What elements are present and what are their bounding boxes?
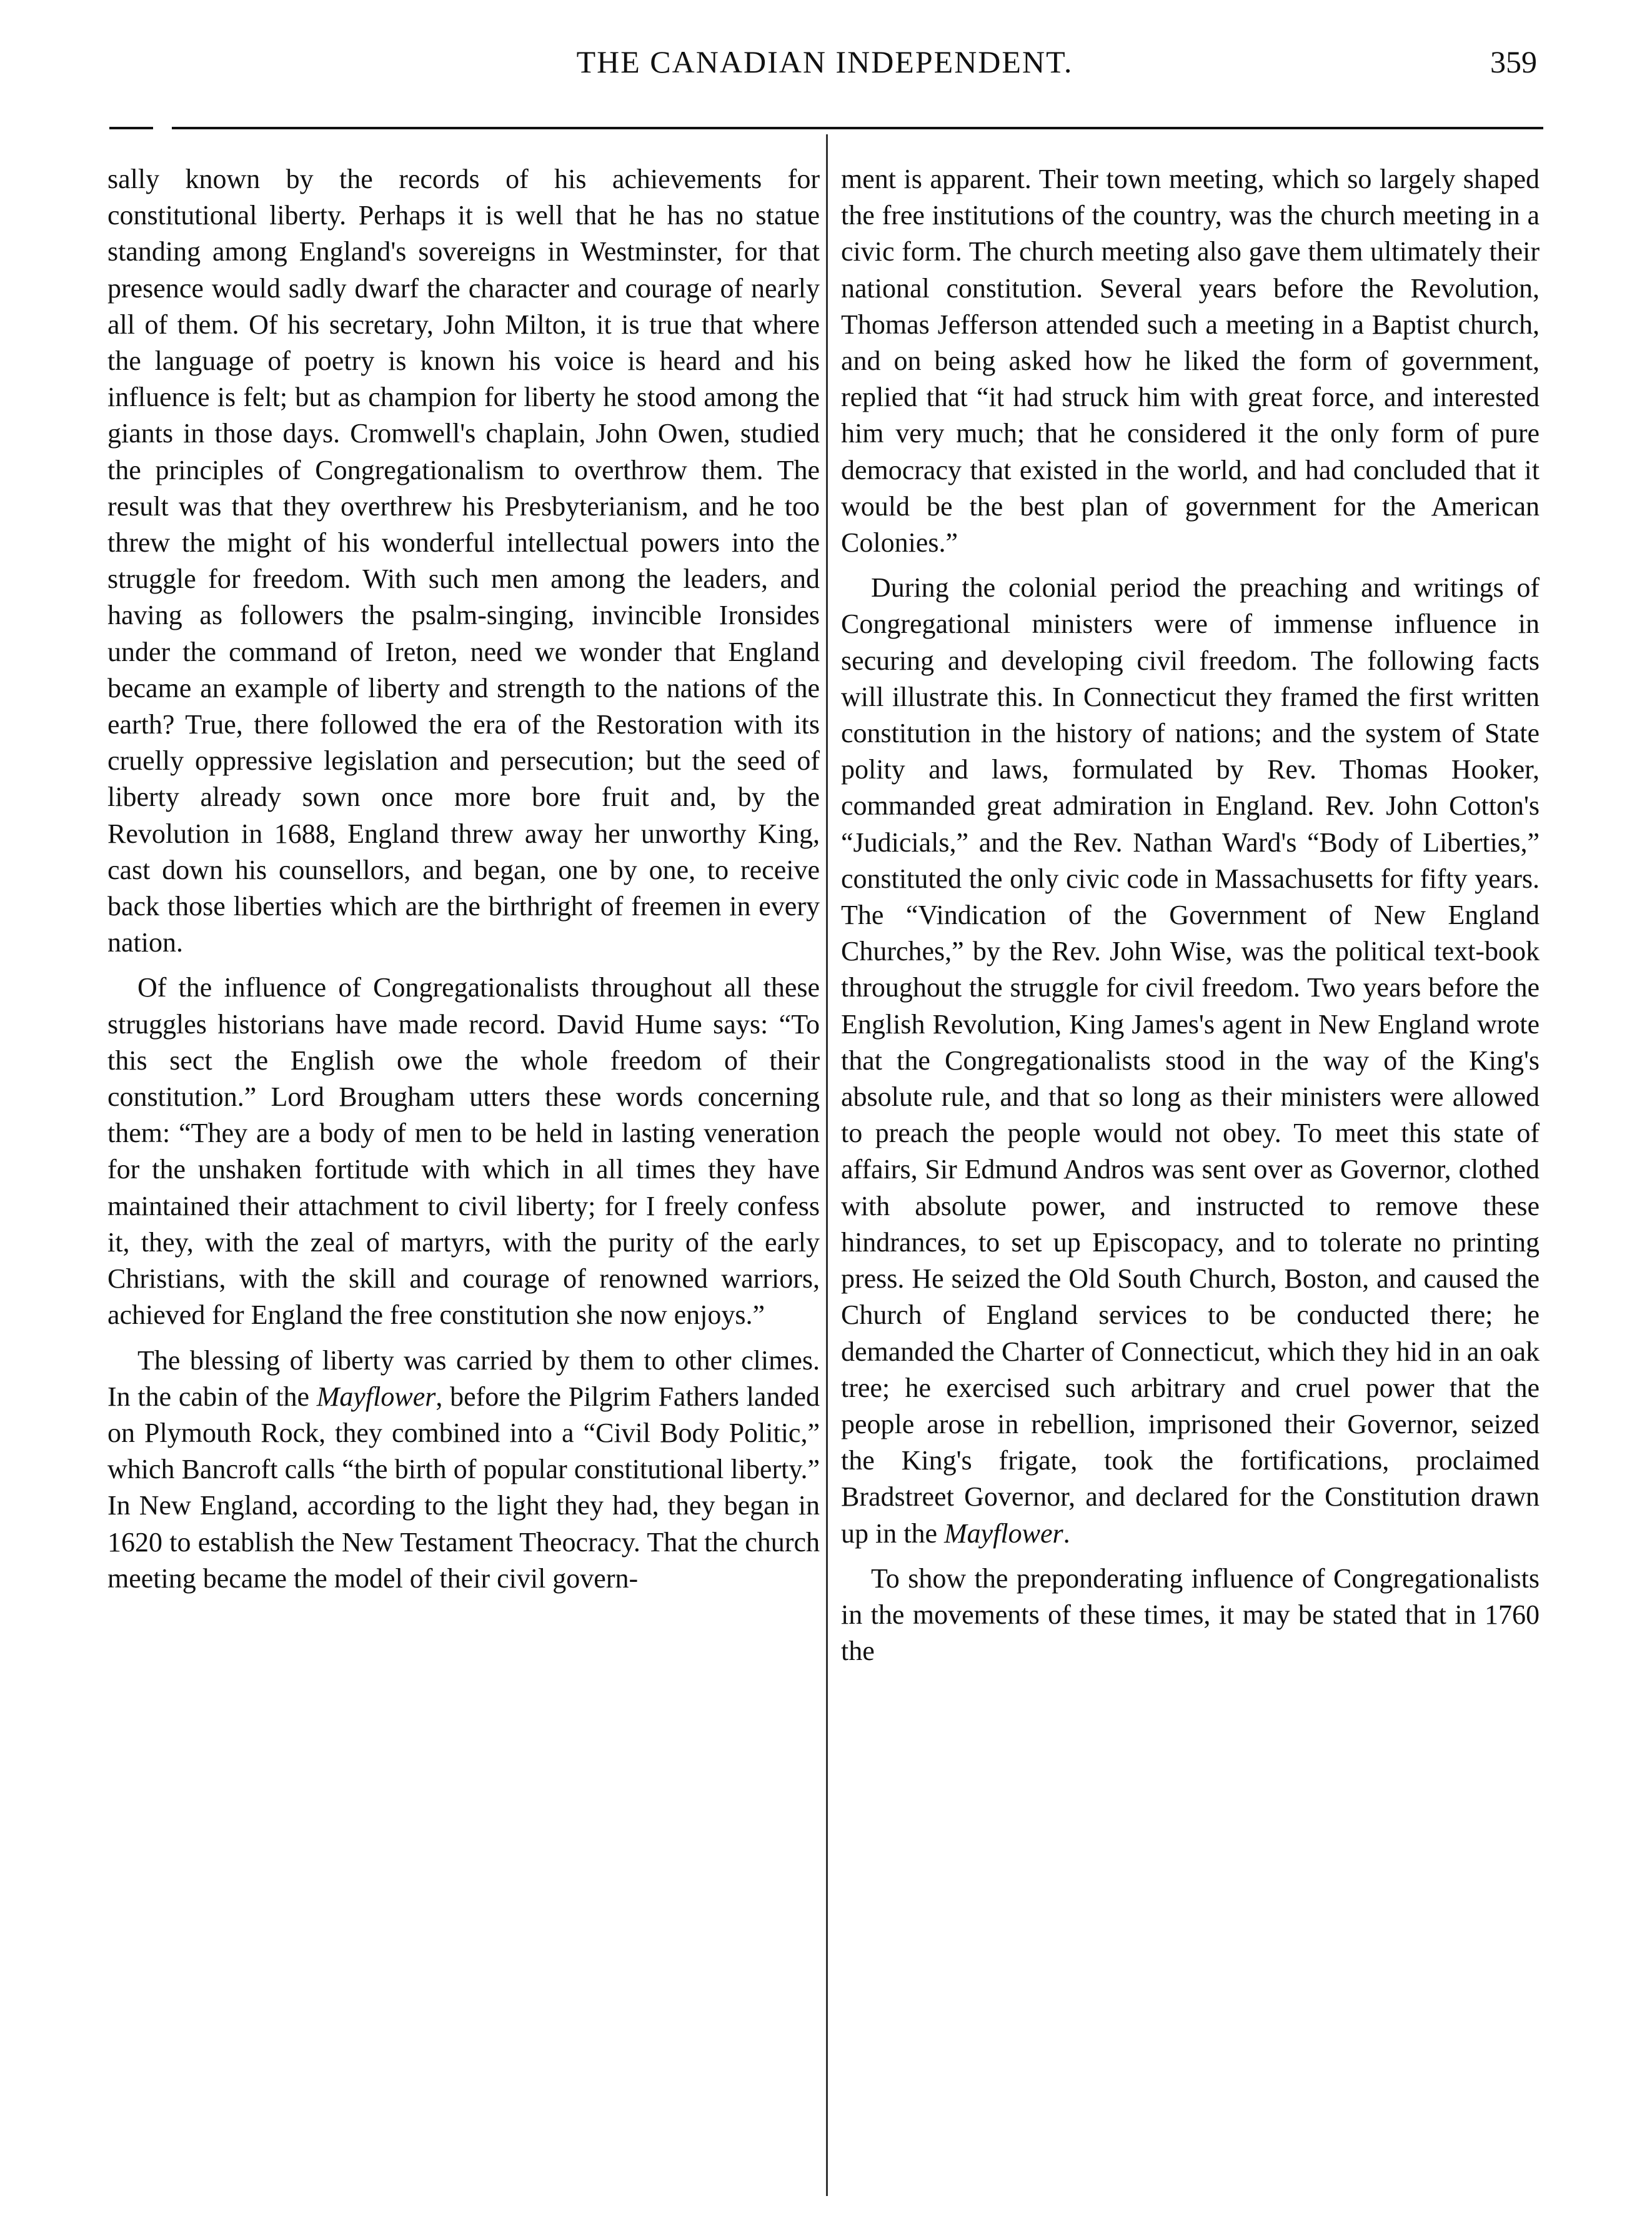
header-rule-short	[109, 127, 153, 129]
left-column	[107, 161, 820, 1597]
running-title: THE CANADIAN INDEPENDENT.	[576, 44, 1073, 79]
left-paragraph-2: Of the influence of Congregationalists throughout all these struggles historians have made record. David Hume says: “To this sect the English owe the whole freedom of their constitution.” Lord Brougham utters these words concerning them: “They are a body of men to be held in lasting veneration for the unshaken fortitude with which in all times they have maintained their attachment to civil liberty; for I freely confess it, they, with the zeal of martyrs, with the purity of the early Christians, with the skill and courage of renowned warriors, achieved for England the free constitution she now enjoys.”	[107, 972, 820, 1331]
header-rule-long	[172, 127, 1543, 129]
right-paragraph-1: ment is apparent. Their town meeting, which so largely shaped the free institutions of the country, was the church meeting in a civic form. The church meeting also gave them ultimately their national constitution. Several years before the Revolution, Thomas Jefferson attended such a meeting in a Baptist church, and on being asked how he liked the form of government, replied that “it had struck him with great force, and interested him very much; that he considered it the only form of pure democracy that existed in the world, and had concluded that it would be the best plan of government for the American Colonies.”	[841, 164, 1540, 559]
right-paragraph-2-text-a: During the colonial period the preaching and writings of Congregational ministers were of immense influence in securing and developing civil freedom. The following facts will illustrate this. In Connecticut they framed the first written constitution in the history of nations; and the system of State polity and laws, formulated by Rev. Thomas Hooker, commanded great admiration in England. Rev. John Cotton's “Judicials,” and the Rev. Nathan Ward's “Body of Liberties,” constituted the only civic code in Massachusetts for fifty years. The “Vindication of the Government of New England Churches,” by the Rev. John Wise, was the political text-book throughout the struggle for civil freedom. Two years before the English Revolution, King James's agent in New England wrote that the Congregationalists stood in the way of the King's absolute rule, and that so long as their ministers were allowed to preach the people would not obey. To meet this state of affairs, Sir Edmund Andros was sent over as Governor, clothed with absolute power, and instructed to remove these hindrances, to set up Episcopacy, and to tolerate no printing press. He seized the Old South Church, Boston, and caused the Church of England services to be conducted there; he demanded the Charter of Connecticut, which they hid in an oak tree; he exercised such arbitrary and cruel power that the people arose in rebellion, imprisoned their Governor, seized the King's frigate, took the fortifications, proclaimed Bradstreet Governor, and declared for the Constitution drawn up in the	[841, 572, 1540, 1549]
right-paragraph-3: To show the preponderating influence of Congregationalists in the movements of these times, it may be stated that in 1760 the	[841, 1563, 1540, 1667]
left-paragraph-3	[107, 1343, 820, 1597]
right-column	[841, 161, 1540, 1669]
right-paragraph-2	[841, 570, 1540, 1551]
page-header	[106, 44, 1543, 94]
left-paragraph-3-text-a: The blessing of liberty was carried by them to other climes. In the cabin of the	[107, 1344, 820, 1412]
column-divider	[826, 134, 828, 2196]
right-paragraph-2-text-b: .	[1063, 1518, 1070, 1549]
left-paragraph-3-text-b: , before the Pilgrim Fathers landed on Plymouth Rock, they combined into a “Civil Body Politic,” which Bancroft calls “the birth of popular constitutional liberty.” In New England, according to the light they had, they began in 1620 to establish the New Testament Theocracy. That the church meeting became the model of their civil govern-	[107, 1381, 820, 1594]
mayflower-italic: Mayflower	[316, 1381, 436, 1412]
mayflower-italic-2: Mayflower	[943, 1518, 1063, 1549]
left-paragraph-1: sally known by the records of his achievements for constitutional liberty. Perhaps it is well that he has no statue standing among England's sovereigns in Westminster, for that presence would sadly dwarf the character and courage of nearly all of them. Of his secretary, John Milton, it is true that where the language of poetry is known his voice is heard and his influence is felt; but as champion for liberty he stood among the giants in those days. Cromwell's chaplain, John Owen, studied the principles of Congregationalism to overthrow them. The result was that they overthrew his Presbyterianism, and he too threw the might of his wonderful intellectual powers into the struggle for freedom. With such men among the leaders, and having as followers the psalm-singing, invincible Ironsides under the command of Ireton, need we wonder that England became an example of liberty and strength to the nations of the earth? True, there followed the era of the Restoration with its cruelly oppressive legislation and persecution; but the seed of liberty already sown once more bore fruit and, by the Revolution in 1688, England threw away her unworthy King, cast down his counsellors, and began, one by one, to receive back those liberties which are the birthright of freemen in every nation.	[107, 164, 820, 958]
page-number: 359	[1490, 44, 1537, 79]
